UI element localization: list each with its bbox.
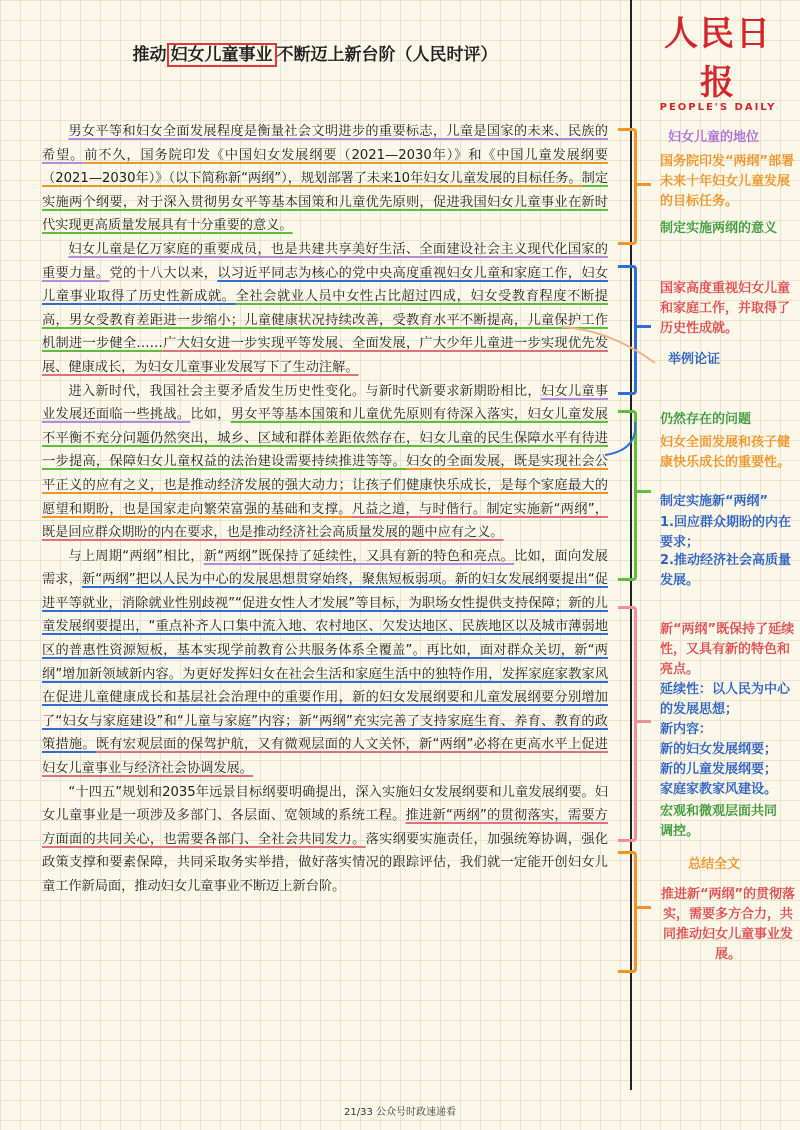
note-new-content: 新内容：	[660, 722, 713, 737]
bracket-tick	[637, 183, 651, 186]
bracket-para4	[618, 606, 637, 842]
highlighted-sentence: 新“两纲”既保持了延续性，又具有新的特色和亮点。	[203, 548, 515, 564]
highlighted-sentence: 广大妇女进一步实现平等发展、全面发展，广大少年儿童进一步实现优先发展、健康成长，为妇女儿童事业发展写下了生动注解。	[42, 336, 609, 375]
sentence: 比如，	[190, 407, 231, 423]
article-paragraph	[42, 380, 608, 545]
article-paragraph	[42, 120, 608, 238]
page-footer: 21/33 公众号时政速递看	[344, 1107, 456, 1118]
bracket-tick	[637, 720, 651, 723]
logo-chinese: 人民日报	[664, 14, 772, 103]
highlighted-sentence: 新“两纲”把以人民为中心的发展思想贯穿始终，聚焦短板弱项。	[81, 572, 455, 588]
highlighted-sentence: 推进新“两纲”的贯彻落实，需要方方面面的共同关心，也需要各部门、全社会共同发力。	[42, 808, 608, 847]
sentence: 与上周期“两纲”相比，	[68, 548, 204, 564]
highlighted-sentence: 前不久，国务院印发《中国妇女发展纲要（2021—2030年）》和《中国儿童发展纲要（2021—2030年）》（以下简称新“两纲”），规划部署了未来10年妇女儿童发展的目标任务。	[42, 147, 608, 187]
highlighted-sentence: 妇女儿童是亿万家庭的重要成员，也是共建共享美好生活、全面建设社会主义现代化国家的重要力量。	[42, 241, 608, 281]
note-macro-micro: 宏观和微观层面共同调控。	[660, 804, 778, 839]
sentence: “十四五”规划和2035年远景目标纲要明确提出，深入实施妇女发展纲要和儿童发展纲要。妇女儿童事业是一项涉及多部门、各层面、宽领域的系统工程。	[42, 784, 608, 824]
sentence: 比如，面向发展需求，	[42, 548, 608, 588]
sentence: 进入新时代，我国社会主要矛盾发生历史性变化。与新时代新要求新期盼相比，	[68, 383, 541, 399]
highlighted-sentence: 新的妇女发展纲要提出“促进平等就业，消除就业性别歧视”“促进女性人才发展”等目标，为职场女性提供支持保障；新的儿童发展纲要提出，“重点补齐人口集中流入地、农村地区、欠发达地区、民族地区以及城市薄弱地区的普惠性资源短板，基本实现学前教育公共服务体系全覆盖”。	[42, 572, 608, 659]
note-children-outline: 新的儿童发展纲要；	[660, 762, 778, 777]
note-conclusion: 推进新“两纲”的贯彻落实，需要多方合力，共同推动妇女儿童事业发展。	[660, 887, 796, 962]
highlighted-sentence: 妇女儿童事业发展还面临一些挑战。	[42, 383, 609, 423]
bracket-para1	[618, 128, 637, 245]
note-implementation: 制定实施新“两纲”	[660, 494, 769, 509]
highlighted-sentence: 既有宏观层面的保驾护航，又有微观层面的人文关怀，新“两纲”必将在更高水平上促进妇女儿童事业与经济社会协调发展。	[42, 737, 608, 777]
title-highlight-box: 妇女儿童事业	[167, 43, 277, 67]
connector-line	[560, 325, 660, 370]
article-title	[0, 40, 630, 65]
connector-arc	[600, 420, 640, 460]
article-body	[42, 120, 608, 899]
note-status: 妇女儿童的地位	[668, 130, 760, 145]
note-women-outline: 新的妇女发展纲要；	[660, 742, 778, 757]
peoples-daily-logo	[648, 6, 788, 113]
note-achievements: 国家高度重视妇女儿童和家庭工作，并取得了历史性成就。	[660, 281, 791, 336]
highlighted-sentence: 以习近平同志为核心的党中央高度重视妇女儿童和家庭工作，妇女儿童事业取得了历史性新成就。	[42, 265, 609, 305]
highlighted-sentence: 再比如，面对群众关切，新“两纲”增加新领域新内容。为更好发挥妇女在社会生活和家庭生活中的独特作用，发挥家庭家教家风在促进儿童健康成长和基层社会治理中的重要作用，新的妇女发展纲要和儿童发展纲要分别增加了“妇女与家庭建设”和“儿童与家庭”内容；新“两纲”充实完善了支持家庭生育、养育、教育的政策措施。	[42, 643, 608, 753]
note-significance: 制定实施两纲的意义	[660, 221, 778, 236]
note-outline: 国务院印发“两纲”部署未来十年妇女儿童发展的目标任务。	[660, 154, 795, 209]
note-importance: 妇女全面发展和孩子健康快乐成长的重要性。	[660, 435, 791, 470]
highlighted-sentence: 妇女的全面发展，既是实现社会公平正义的应有之义，也是推动经济发展的强大动力；让孩子们健康快乐成长，是每个家庭最大的愿望和期盼，也是国家走向繁荣富强的基础和支撑。	[42, 454, 608, 517]
note-continuity-detail: 延续性：以人民为中心的发展思想；	[660, 682, 791, 717]
highlighted-sentence: 凡益之道，与时偕行。制定实施新“两纲”，既是回应群众期盼的内在要求，也是推动经济社会高质量发展的题中应有之义。	[42, 501, 608, 541]
bracket-tick	[637, 490, 651, 493]
sentence: 党的十八大以来，	[109, 265, 218, 281]
highlighted-sentence: 制定实施两个纲要，对于深入贯彻男女平等基本国策和儿童优先原则，促进我国妇女儿童事业在新时代实现更高质量发展具有十分重要的意义。	[42, 171, 609, 234]
bracket-para5	[618, 851, 637, 973]
note-example: 举例论证	[668, 352, 721, 367]
bracket-tick	[637, 906, 651, 909]
logo-english: PEOPLE'S DAILY	[659, 102, 777, 113]
note-problems: 仍然存在的问题	[660, 412, 752, 427]
title-suffix: 不断迈上新台阶（人民时评）	[276, 45, 498, 65]
note-continuity: 新“两纲”既保持了延续性，又具有新的特色和亮点。	[660, 622, 795, 677]
sentence: 落实纲要实施责任，加强统筹协调，强化政策支撑和要素保障，共同采取务实举措，做好落实情况的跟踪评估，我们就一定能开创妇女儿童工作新局面，推动妇女儿童事业不断迈上新台阶。	[42, 831, 609, 894]
title-prefix: 推动	[132, 45, 167, 65]
note-family: 家庭家教家风建设。	[660, 782, 778, 797]
highlighted-sentence: 男女平等基本国策和儿童优先原则有待深入落实，妇女儿童发展不平衡不充分问题仍然突出，城乡、区域和群体差距依然存在，妇女儿童的民生保障水平有待进一步提高，保障妇女儿童权益的法治建设需要持续推进等等。	[42, 407, 609, 470]
article-paragraph	[42, 781, 608, 899]
note-summary: 总结全文	[688, 857, 741, 872]
note-reason-2: 2.推动经济社会高质量发展。	[660, 553, 791, 588]
note-reason-1: 1.回应群众期盼的内在要求；	[660, 515, 791, 550]
article-paragraph	[42, 545, 608, 781]
highlighted-sentence: 男女平等和妇女全面发展程度是衡量社会文明进步的重要标志，儿童是国家的未来、民族的希望。	[42, 124, 608, 163]
highlighted-sentence: 全社会就业人员中女性占比超过四成，妇女受教育程度不断提高，男女受教育差距进一步缩小；儿童健康状况持续改善，受教育水平不断提高，儿童保护工作机制进一步健全……	[42, 289, 608, 352]
article-paragraph	[42, 238, 608, 380]
